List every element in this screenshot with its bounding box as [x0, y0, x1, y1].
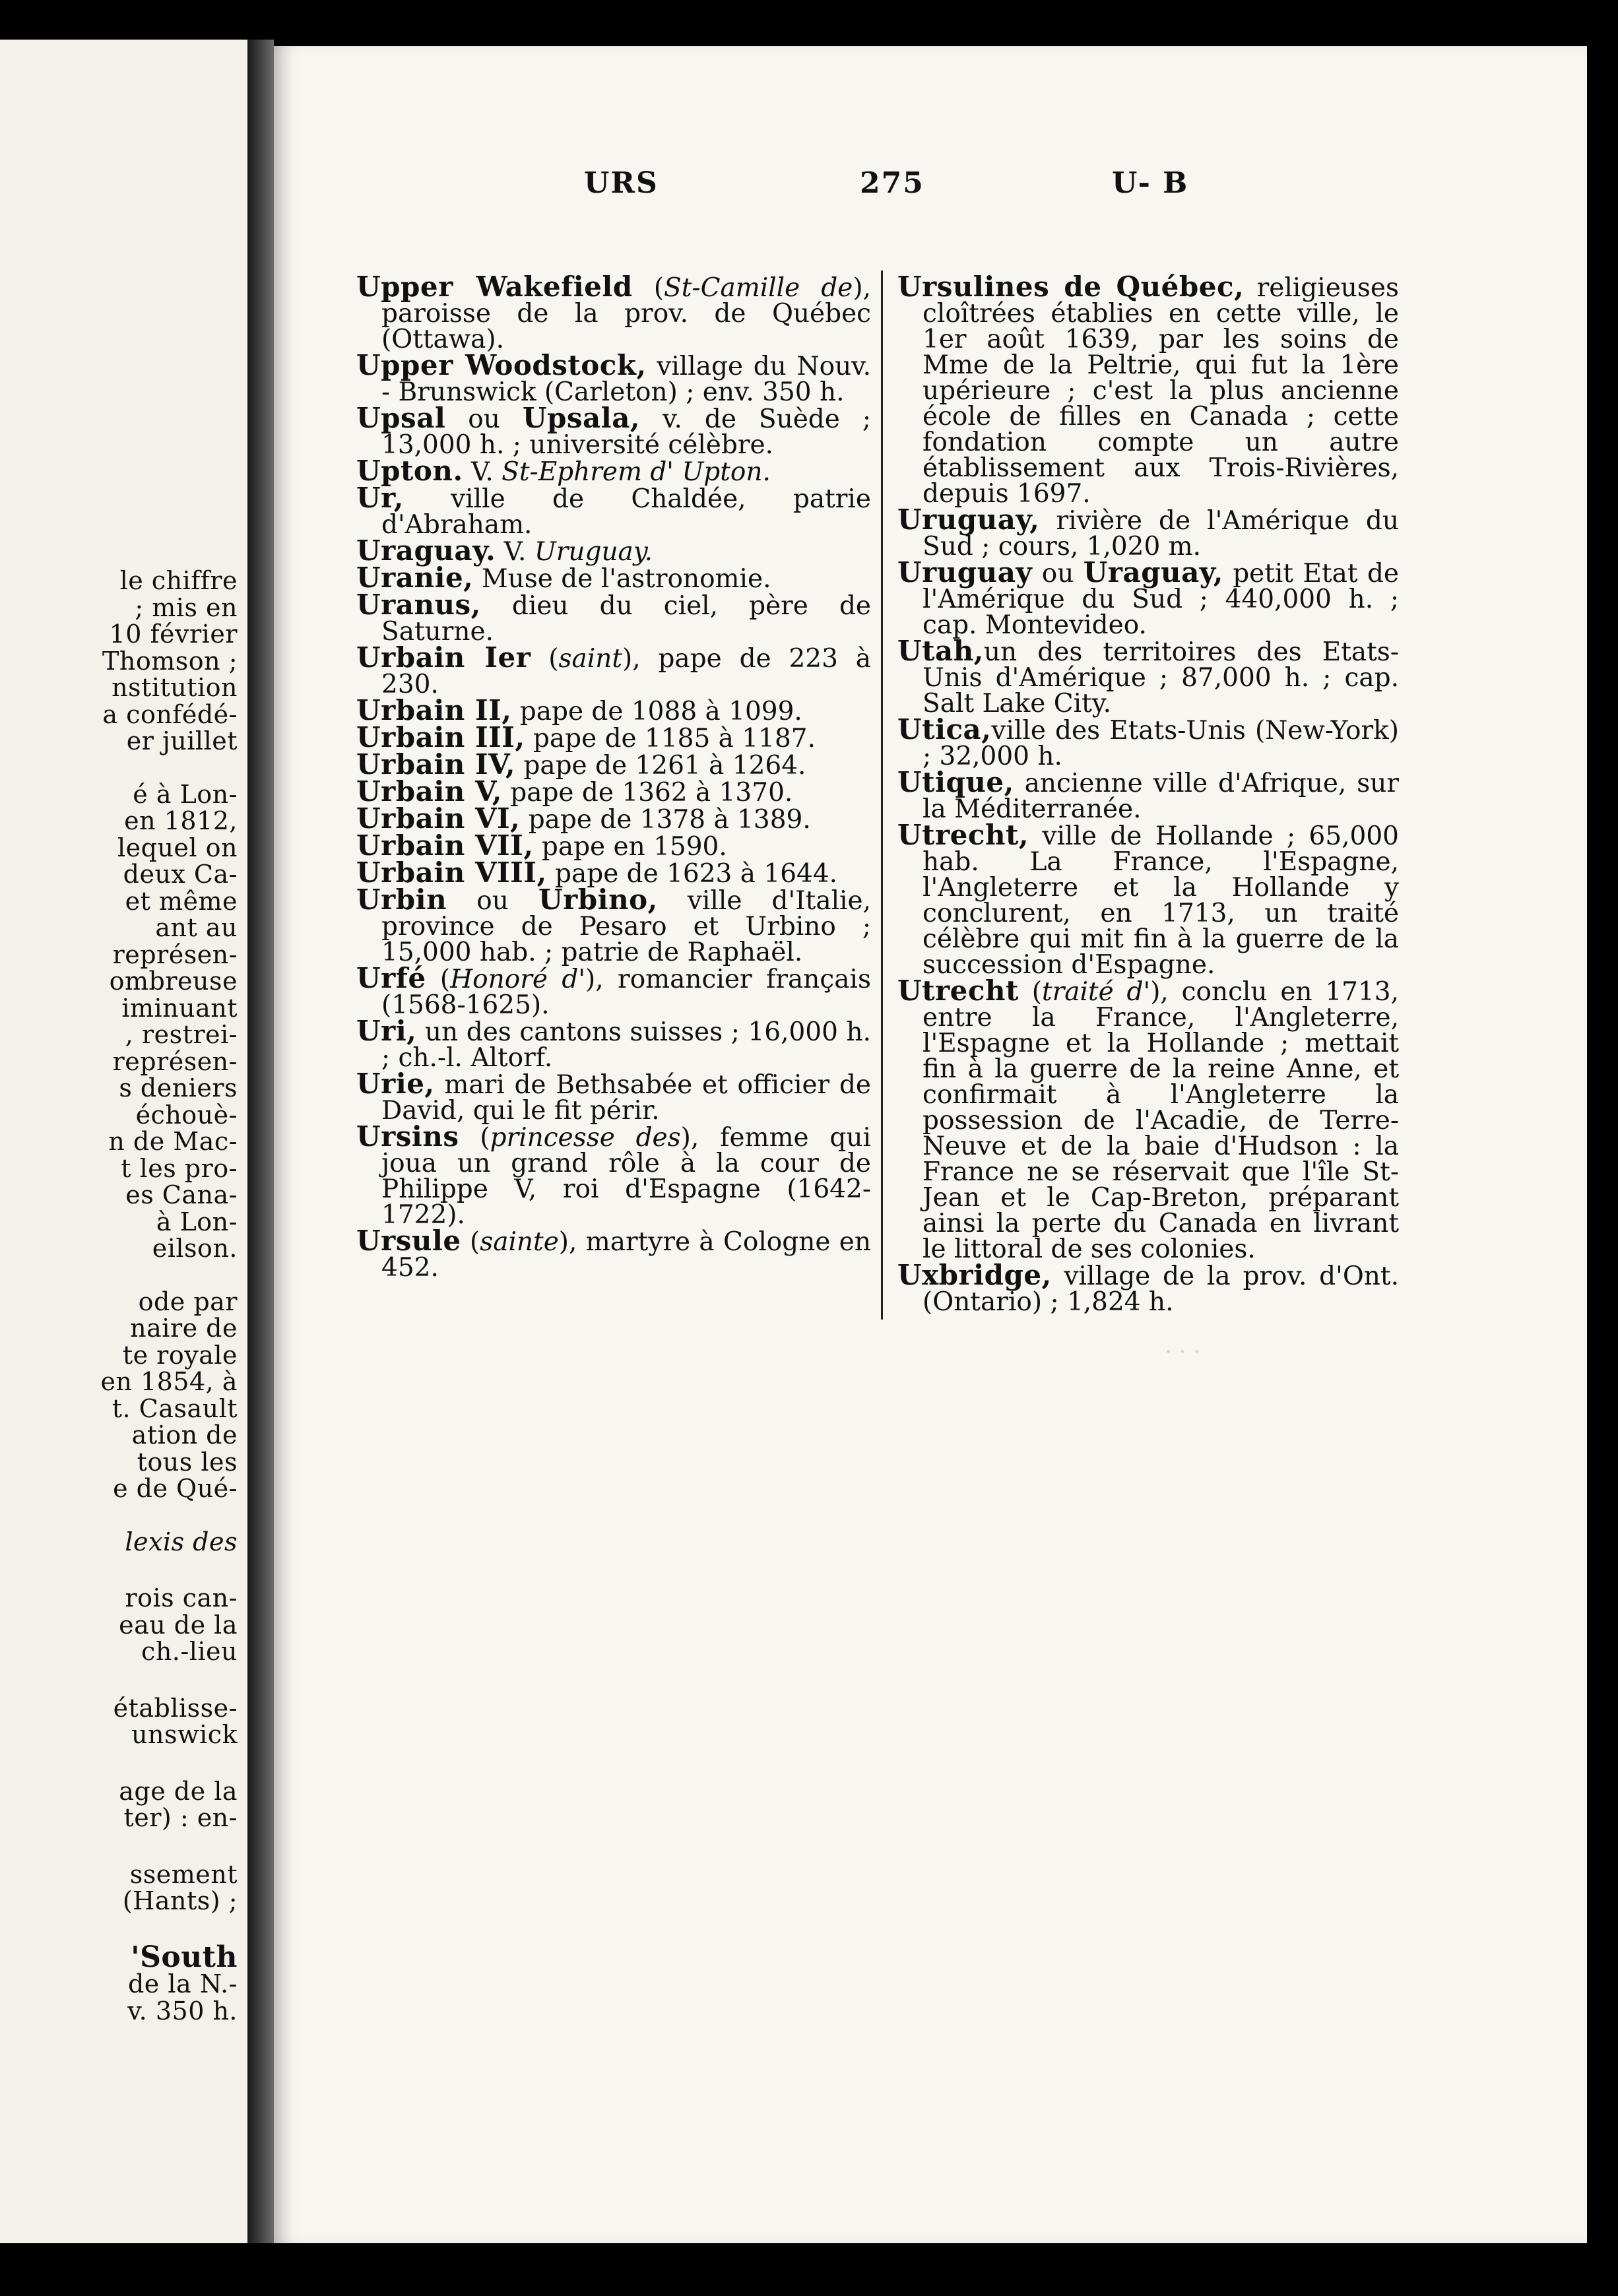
dictionary-entry [356, 482, 871, 540]
dictionary-entry [356, 802, 871, 835]
column-divider [881, 271, 883, 1320]
facing-page-line: eau de la [119, 1610, 238, 1640]
entry-text: saint [558, 644, 622, 674]
entry-headword: Uruguay [897, 556, 1033, 589]
facing-page-line: s deniers [119, 1073, 238, 1102]
dictionary-entry [356, 962, 871, 1020]
entry-headword: Urbain VI, [356, 802, 521, 835]
facing-page-line: naire de [130, 1314, 238, 1343]
facing-page-line: er juillet [126, 726, 238, 755]
entry-text: St-Camille de [664, 273, 853, 303]
facing-page-line: n de Mac- [108, 1127, 238, 1156]
facing-page-line: 'South [131, 1940, 238, 1974]
entry-headword: Urbain VII, [356, 829, 534, 862]
entry-text: ), pape de 223 à 230. [381, 644, 871, 699]
entry-headword: Ur, [356, 482, 404, 514]
facing-page-line: rois can- [125, 1583, 238, 1612]
dictionary-entry [356, 271, 871, 354]
facing-page-line: lequel on [117, 833, 238, 862]
dictionary-entry [356, 349, 871, 407]
entry-text: ( [632, 273, 664, 303]
facing-page-line: unswick [131, 1720, 238, 1749]
dictionary-page [274, 46, 1587, 2243]
dictionary-entry [356, 1225, 871, 1283]
dictionary-entry [356, 721, 871, 753]
facing-page-line: 10 février [109, 620, 238, 649]
entry-headword: Upton. [356, 455, 463, 487]
entry-headword: Uri, [356, 1015, 417, 1047]
dictionary-entry [356, 856, 871, 889]
entry-text: religieuses cloîtrées établies en cette ville, le 1er août 1639, par les soins de Mme de la Peltrie, qui fut la 1ère upérieure ; c'est la plus ancienne école de filles en Canada ; cette fondation compte un autre établissement aux Trois-Rivières, depuis 1697. [922, 273, 1400, 509]
entry-text: St-Ephrem d' Upton. [502, 457, 771, 487]
entry-text: mari de Bethsabée et officier de David, qui le fit périr. [381, 1070, 871, 1126]
facing-page-line: le chiffre [119, 566, 238, 595]
entry-headword: Utrecht [897, 974, 1019, 1007]
entry-text: ville de Hollande ; 65,000 hab. La France, l'Espagne, l'Angleterre et la Hollande y conclurent, en 1713, un traité célèbre qui mit fin à la guerre de la succession d'Espagne. [922, 821, 1399, 980]
dictionary-entry [897, 556, 1399, 640]
entry-text: pape de 1362 à 1370. [502, 778, 793, 808]
dictionary-entry [356, 1068, 871, 1126]
entry-headword: Ursins [356, 1120, 459, 1153]
dictionary-entry [356, 694, 871, 726]
entry-text: ( [531, 644, 559, 674]
facing-page-line: eilson. [152, 1234, 238, 1263]
entry-headword: Utique, [897, 766, 1014, 798]
facing-page-line: ant au [155, 913, 238, 942]
entry-text: ), romancier français (1568-1625). [381, 965, 871, 1020]
facing-page-line: nstitution [112, 673, 238, 702]
entry-text: dieu du ciel, père de Saturne. [381, 591, 871, 647]
entry-text: V. [496, 537, 534, 567]
facing-page-line: ; mis en [135, 592, 238, 622]
facing-page-line: en 1854, à [100, 1367, 238, 1396]
facing-page-line: e de Qué- [113, 1474, 238, 1503]
entry-headword: Urbain IV, [356, 748, 515, 781]
left-column [356, 271, 871, 1283]
entry-text: ou [1032, 559, 1084, 589]
facing-page-line: ation de [131, 1420, 238, 1450]
entry-text: village du Nouv. - Brunswick (Carleton) ; env. 350 h. [381, 352, 871, 407]
book-gutter [247, 40, 274, 2243]
facing-page-line: , restrei- [125, 1020, 238, 1049]
facing-page-line: lexis des [125, 1527, 238, 1556]
facing-page-line: de la N.- [127, 1969, 238, 1998]
facing-page-line: établisse- [113, 1693, 238, 1723]
entry-text: pape de 1088 à 1099. [511, 697, 802, 726]
entry-variant-headword: Urbino, [538, 883, 658, 916]
entry-text: ), martyre à Cologne en 452. [381, 1227, 871, 1283]
entry-text: un des territoires des Etats-Unis d'Amérique ; 87,000 h. ; cap. Salt Lake City. [922, 637, 1399, 718]
entry-headword: Utrecht, [897, 819, 1029, 851]
entry-text: ), conclu en 1713, entre la France, l'Angleterre, l'Espagne et la Hollande ; mettait fin à la guerre de la reine Anne, et confirmait à l'Angleterre la possession de l'Acadie, de Terre-Neuve et de la baie d'Hudson : la France ne se réservait que l'île St-Jean et le Cap-Breton, préparant ainsi la perte du Canada en livrant le littoral de ses colonies. [922, 977, 1399, 1264]
dictionary-entry [356, 561, 871, 594]
dictionary-entry [897, 635, 1399, 718]
entry-headword: Upper Wakefield [356, 271, 633, 303]
entry-text: rivière de l'Amérique du Sud ; cours, 1,020 m. [922, 506, 1399, 561]
entry-headword: Upper Woodstock, [356, 349, 647, 381]
dictionary-entry [897, 1259, 1399, 1317]
facing-page-line: ch.-lieu [141, 1637, 238, 1666]
entry-text: sainte [480, 1227, 559, 1257]
facing-page-line: représen- [112, 940, 238, 969]
entry-text: pape de 1623 à 1644. [546, 859, 838, 889]
entry-headword: Urbin [356, 883, 447, 916]
entry-headword: Ursulines de Québec, [897, 271, 1245, 303]
facing-page-line: échouè- [135, 1100, 238, 1130]
entry-variant-headword: Uraguay, [1083, 556, 1223, 589]
dictionary-entry [897, 766, 1399, 824]
entry-headword: Upsal [356, 402, 446, 434]
bleed-through-mark: · · · [1165, 1339, 1201, 1365]
entry-text: Uruguay. [534, 537, 653, 567]
facing-page-line: a confédé- [102, 699, 238, 729]
facing-page-line: é à Lon- [133, 779, 238, 809]
entry-headword: Uranie, [356, 561, 474, 594]
entry-text: traité d' [1041, 977, 1151, 1007]
facing-page-line: à Lon- [156, 1207, 238, 1236]
entry-text: V. [463, 457, 502, 487]
entry-text: ( [461, 1227, 480, 1257]
dictionary-entry [897, 974, 1399, 1264]
entry-headword: Urie, [356, 1068, 435, 1100]
dictionary-entry [356, 748, 871, 781]
entry-text: ), femme qui joua un grand rôle à la cour de Philippe V, roi d'Espagne (1642-1722). [381, 1123, 871, 1230]
dictionary-entry [897, 819, 1399, 980]
facing-page-line: v. 350 h. [127, 1996, 238, 2025]
dictionary-entry [356, 775, 871, 808]
entry-headword: Utah, [897, 635, 984, 667]
entry-text: princesse des [490, 1123, 681, 1153]
facing-page-line: représen- [112, 1046, 238, 1076]
dictionary-entry [897, 503, 1399, 561]
entry-headword: Urfé [356, 962, 426, 994]
dictionary-entry [356, 1015, 871, 1073]
entry-text: un des cantons suisses ; 16,000 h. ; ch.-l. Altorf. [381, 1017, 871, 1073]
entry-text: Honoré d' [450, 965, 586, 994]
facing-page-line: en 1812, [124, 806, 238, 835]
facing-page-line: te royale [122, 1340, 238, 1370]
entry-text: pape de 1261 à 1264. [515, 751, 806, 781]
facing-page-line: tous les [137, 1447, 238, 1477]
entry-headword: Urbain III, [356, 721, 525, 753]
entry-variant-headword: Upsala, [522, 402, 641, 434]
dictionary-entry [897, 271, 1400, 509]
facing-page-fragment [0, 40, 247, 2243]
facing-page-line: deux Ca- [123, 860, 238, 889]
facing-page-line: iminuant [121, 993, 238, 1023]
dictionary-entry [356, 829, 871, 862]
entry-headword: Urbain II, [356, 694, 512, 726]
facing-page-line: ode par [138, 1287, 238, 1316]
entry-text: ( [459, 1123, 490, 1153]
entry-text: ville de Chaldée, patrie d'Abraham. [381, 484, 871, 540]
entry-headword: Uraguay. [356, 534, 496, 567]
entry-text: ), paroisse de la prov. de Québec (Ottawa). [381, 273, 871, 354]
dictionary-entry [897, 713, 1399, 771]
dictionary-entry [356, 1120, 871, 1230]
entry-headword: Uruguay, [897, 503, 1040, 536]
entry-text: v. de Suède ; 13,000 h. ; université célèbre. [381, 404, 871, 460]
entry-text: petit Etat de l'Amérique du Sud ; 440,000 h. ; cap. Montevideo. [922, 559, 1399, 640]
entry-text: pape de 1185 à 1187. [525, 724, 816, 753]
page-number: 275 [860, 166, 924, 200]
running-head-right: U- B [1112, 166, 1189, 200]
facing-page-line: Thomson ; [102, 646, 238, 676]
dictionary-entry [356, 534, 871, 567]
facing-page-line: age de la [119, 1776, 238, 1806]
entry-text: ou [445, 404, 523, 434]
entry-headword: Uxbridge, [897, 1259, 1052, 1291]
entry-headword: Urbain Ier [356, 641, 531, 674]
entry-text: ville des Etats-Unis (New-York) ; 32,000 h. [922, 716, 1399, 771]
facing-page-line: ombreuse [109, 967, 238, 996]
entry-text: pape en 1590. [533, 832, 727, 862]
facing-page-line: (Hants) ; [122, 1886, 238, 1915]
entry-text: ou [447, 886, 538, 916]
entry-headword: Ursule [356, 1225, 461, 1257]
dictionary-entry [356, 641, 871, 699]
facing-page-line: t les pro- [121, 1153, 238, 1183]
facing-page-line: t. Casault [112, 1393, 238, 1423]
dictionary-entry [356, 883, 871, 967]
facing-page-line: es Cana- [125, 1180, 238, 1209]
dictionary-entry [356, 455, 871, 487]
entry-headword: Urbain VIII, [356, 856, 547, 889]
facing-page-line: et même [125, 886, 238, 916]
entry-text: ( [426, 965, 451, 994]
dictionary-entry [356, 402, 871, 460]
dictionary-entry [356, 589, 871, 647]
entry-headword: Uranus, [356, 589, 481, 621]
entry-text: ( [1018, 977, 1042, 1007]
entry-text: ancienne ville d'Afrique, sur la Méditerranée. [922, 769, 1399, 824]
entry-text: village de la prov. d'Ont. (Ontario) ; 1,824 h. [922, 1261, 1399, 1317]
entry-headword: Utica, [897, 713, 992, 746]
entry-text: pape de 1378 à 1389. [520, 805, 811, 835]
right-column [897, 271, 1400, 1317]
entry-headword: Urbain V, [356, 775, 502, 808]
running-head-left: URS [584, 166, 659, 200]
facing-page-line: ssement [129, 1859, 238, 1889]
facing-page-line: ter) : en- [123, 1803, 238, 1832]
entry-text: ville d'Italie, province de Pesaro et Urbino ; 15,000 hab. ; patrie de Raphaël. [381, 886, 871, 967]
entry-text: Muse de l'astronomie. [473, 564, 771, 594]
